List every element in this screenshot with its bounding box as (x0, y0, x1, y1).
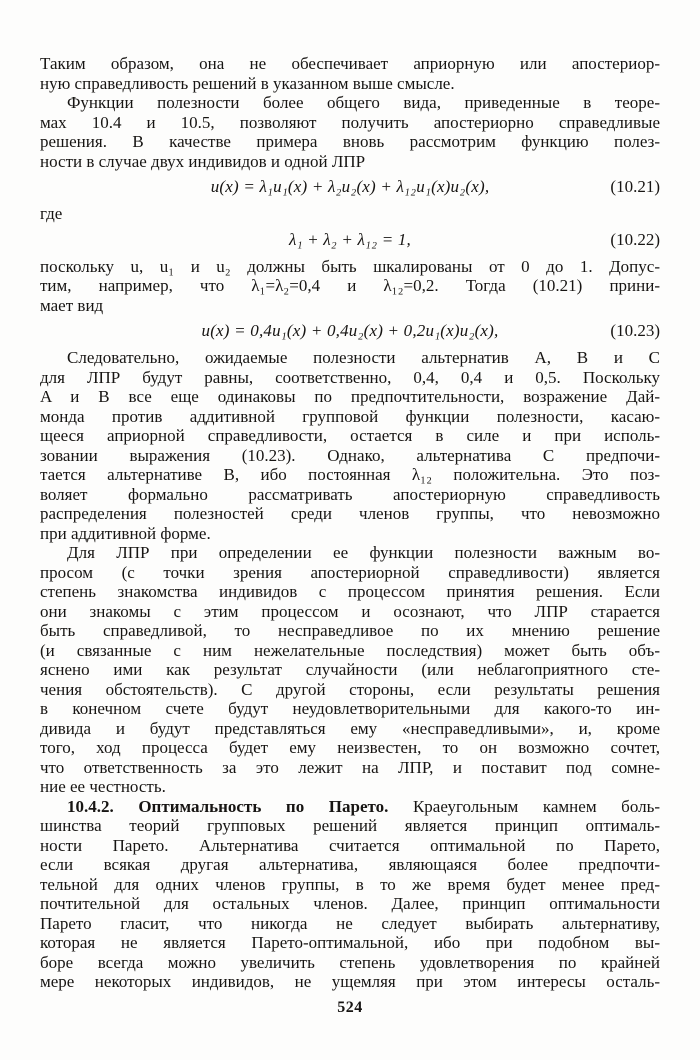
text-line: монда против аддитивной групповой функции полезности, касаю- (40, 406, 660, 426)
equation (40, 319, 660, 343)
text-line: Таким образом, она не обеспечивает априорную или апостериор- (40, 54, 660, 73)
text-line: ности Парето. Альтернатива считается оптимальной по Парето, (40, 835, 660, 855)
paragraph (40, 797, 660, 992)
text-line: Для ЛПР при определении ее функции полезности важным во- (67, 543, 660, 562)
text-line: решения. В качестве примера вновь рассмотрим функцию полез- (40, 132, 660, 151)
equation-formula: λ₁ + λ₂ + λ₁₂ = 1, (289, 229, 411, 249)
text-line: в конечном счете будут неудовлетворительными для какого-то ин- (40, 699, 660, 718)
paragraph (40, 93, 660, 171)
equation (40, 228, 660, 252)
paragraph (40, 257, 660, 316)
text-line: Функции полезности более общего вида, приведенные в теоре- (67, 93, 660, 112)
text-line: того, ход процесса будет ему неизвестен, то он возможно сочтет, (40, 738, 660, 757)
text-line: боре всегда можно увеличить степень удовлетворения по крайней (40, 952, 660, 972)
text-line: тим, например, что λ₁=λ₂=0,4 и λ₁₂=0,2. Тогда (10.21) прини- (40, 276, 660, 295)
paragraph (40, 204, 660, 224)
text-line: ную справедливость решений в указанном выше смысле. (40, 73, 455, 93)
text-line: (и связанные с ним нежелательные последствия) может быть объ- (40, 640, 660, 660)
equation-formula: u(x) = λ₁u₁(x) + λ₂u₂(x) + λ₁₂u₁(x)u₂(x), (210, 177, 490, 196)
text-line: где (40, 204, 63, 223)
equation-number: (10.21) (610, 177, 660, 196)
text-line: которая не является Парето-оптимальной, ибо при подобном вы- (40, 933, 660, 952)
equation-formula: u(x) = 0,4u₁(x) + 0,4u₂(x) + 0,2u₁(x)u₂(x), (201, 321, 499, 340)
text-line: воляет формально рассматривать апостериорную справедливость (40, 484, 660, 504)
text-line: распределения полезностей среди членов группы, что невозможно (40, 504, 660, 523)
text-line: тается альтернативе B, ибо постоянная λ₁₂ положительна. Это поз- (40, 465, 660, 484)
text-line: A и B все еще одинаковы по предпочтительности, возражение Дай- (40, 387, 660, 406)
equation (40, 175, 660, 199)
page-number: 524 (337, 998, 363, 1016)
text-line: при аддитивной форме. (40, 523, 211, 543)
text-line: зовании выражения (10.23). Однако, альтернатива C предпочи- (40, 445, 660, 465)
text-line: мере некоторых индивидов, не ущемляя при этом интересы осталь- (40, 972, 660, 991)
text-line: ности в случае двух индивидов и одной ЛПР (40, 151, 366, 171)
text-line: шинства теорий групповых решений является принцип оптималь- (40, 816, 660, 835)
text-line: для ЛПР будут равны, соответственно, 0,4, 0,4 и 0,5. Поскольку (40, 367, 660, 387)
paragraph (40, 348, 660, 543)
text-line: яснено ими как результат случайности (или неблагоприятного сте- (40, 660, 660, 679)
text-line: просом (с точки зрения апостериорной справедливости) является (40, 562, 660, 582)
page-content (40, 54, 660, 992)
text-line: Следовательно, ожидаемые полезности альтернатив A, B и C (67, 348, 660, 367)
text-line: мает вид (40, 295, 104, 315)
text-line: тельной для одних членов группы, в то же время будет менее пред- (40, 874, 660, 894)
equation-number: (10.23) (610, 321, 660, 340)
text-line: 10.4.2. Оптимальность по Парето. Краеугольным камнем боль- (67, 796, 660, 816)
equation-number: (10.22) (610, 229, 660, 249)
text-line: если всякая другая альтернатива, являющаяся более предпочти- (40, 855, 660, 874)
text-line: степень знакомства индивидов с процессом принятия решения. Если (40, 582, 660, 601)
text-line: мах 10.4 и 10.5, позволяют получить апостериорно справедливые (40, 112, 660, 132)
text-line: почтительной для остальных членов. Далее, принцип оптимальности (40, 894, 660, 913)
paragraph (40, 543, 660, 797)
text-line: быть справедливой, то несправедливое по их мнению решение (40, 621, 660, 640)
section-heading: 10.4.2. Оптимальность по Парето. (67, 796, 389, 816)
text-line: щееся априорной справедливости, остается в силе и при исполь- (40, 426, 660, 445)
text-line: что ответственность за это лежит на ЛПР, и поставит под сомне- (40, 757, 660, 777)
text-line: дивида и будут представляться ему «несправедливыми», и, кроме (40, 718, 660, 738)
text-line: чения обстоятельств). С другой стороны, если результаты решения (40, 679, 660, 699)
paragraph (40, 54, 660, 93)
text-line: поскольку u, u₁ и u₂ должны быть шкалированы от 0 до 1. Допус- (40, 256, 660, 276)
text-line: ние ее честность. (40, 777, 166, 796)
text-line: они знакомы с этим процессом и осознают, что ЛПР старается (40, 601, 660, 621)
text-line: Парето гласит, что никогда не следует выбирать альтернативу, (40, 913, 660, 933)
